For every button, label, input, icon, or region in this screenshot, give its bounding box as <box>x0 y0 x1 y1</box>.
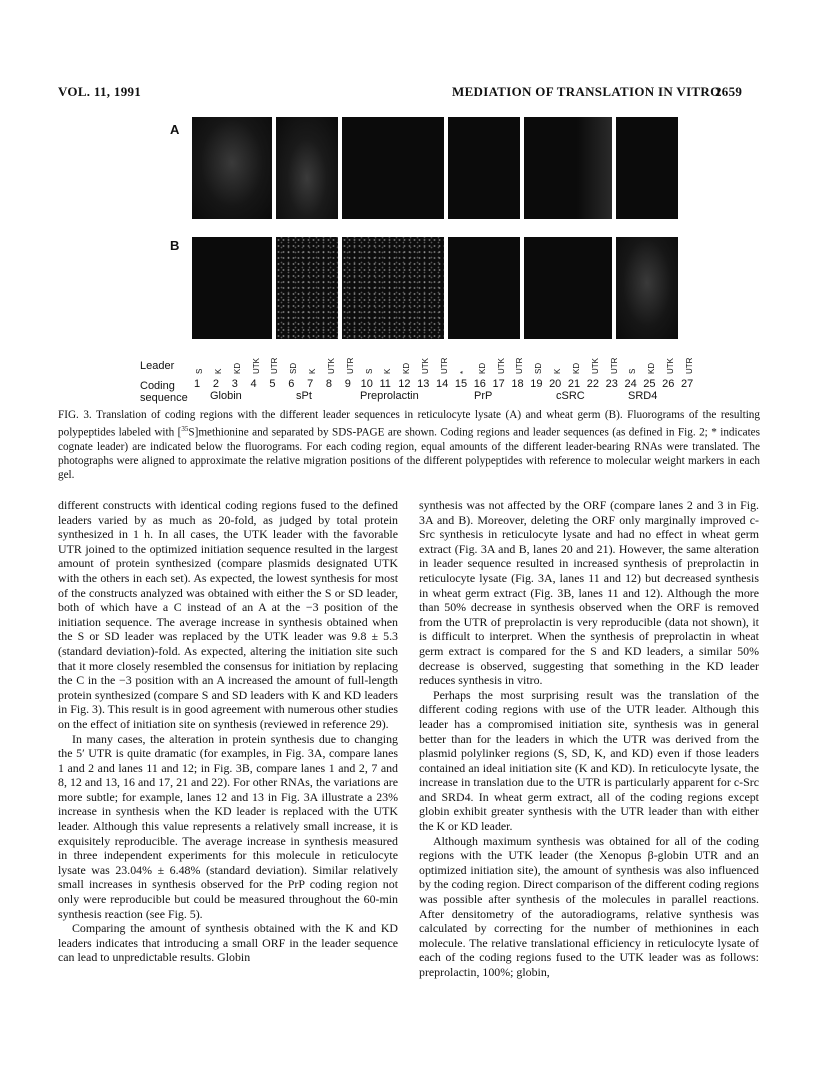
lane-leader-label: K <box>308 368 318 374</box>
coding-label-spt: sPt <box>296 390 312 402</box>
panel-a-label: A <box>170 122 180 137</box>
lane-number: 4 <box>250 378 257 390</box>
caption-superscript: 35 <box>181 425 189 433</box>
gel-b-spt <box>276 237 338 339</box>
lane-number: 8 <box>325 378 333 390</box>
lane-number: 27 <box>681 378 694 390</box>
gel-a-csrc <box>524 117 612 219</box>
page-number: 2659 <box>715 84 743 99</box>
lane-leader-label: UTK <box>326 358 336 374</box>
caption-text-1: FIG. 3. Translation of coding regions with the different leader sequences in reticulocyte lysate (A) and wheat germ (B). Fluorograms of the resulting polypeptides labeled with [ <box>58 409 760 439</box>
paragraph: Perhaps the most surprising result was the translation of the different coding regions with use of the UTR leader. Although this leader has a compromised initiation site, synthesis was in general better than for the leaders in which the UTR was derived from the plasmid polylinker regions (S, SD, K, and KD) even if those leaders contained an ideal initiation site (K and KD). In reticulocyte lysate, the increase in translation due to the UTR is particularly apparent for c-Src and SRD4. In wheat germ extract, all of the coding regions except globin exhibit greater synthesis with the UTR leader than with either the K or KD leader. <box>419 687 759 834</box>
lane-number: 20 <box>549 378 562 390</box>
lane-number: 10 <box>360 378 373 390</box>
lane-leader-label: K <box>553 368 563 374</box>
lane-leader-label: UTR <box>440 357 449 374</box>
gel-a-spt <box>276 117 338 219</box>
lane-leader-label: KD <box>571 362 581 374</box>
running-header-volume: VOL. 11, 1991 <box>58 84 142 99</box>
lane-leader-label: UTK <box>590 358 600 374</box>
lane-number: 3 <box>231 378 238 390</box>
lane-leader-label: KD <box>232 362 242 374</box>
lane-leader-label: S <box>628 368 638 374</box>
caption-text-2: S]methionine and separated by SDS-PAGE are shown. Coding regions and leader sequences (as defined in Fig. 2; * indicates cognate leader) are indicated below the fluorograms. For each coding region, equal amounts of the different leader-bearing RNAs were translated. The photographs were aligned to approximate the relative migration positions of the different polypeptides with reference to molecular weight markers in each gel. <box>58 426 760 481</box>
coding-label-csrc: cSRC <box>556 390 585 402</box>
lane-leader-label: SD <box>534 362 544 374</box>
lane-number: 18 <box>511 378 524 390</box>
lane-number: 26 <box>662 378 675 390</box>
lane-leader-label: S <box>195 368 204 374</box>
gel-b-prp <box>448 237 520 339</box>
lane-number: 13 <box>417 378 430 390</box>
lane-number: 19 <box>530 378 543 390</box>
lane-leader-label: SD <box>289 362 299 374</box>
body-column-right <box>419 498 759 980</box>
gel-b-preprolactin <box>342 237 444 339</box>
lane-leader-label: KD <box>477 362 487 374</box>
row-label-sequence: sequence <box>140 392 188 404</box>
paragraph: Although maximum synthesis was obtained for all of the coding regions with the UTK leader (the Xenopus β-globin UTR and an optimized initiation site), the amount of synthesis was also influenced by the coding region. Direct comparison of the different coding regions was possible after synthesis of the molecules in parallel reactions. After densitometry of the autoradiograms, relative synthesis was calculated by correcting for the number of methionines in each molecule. The relative translational efficiency in reticulocyte lysate of each of the coding regions fused to the UTK leader was as follows: preprolactin, 100%; globin, <box>419 833 759 979</box>
gel-a-preprolactin <box>342 117 444 219</box>
lane-leader-label: UTK <box>251 358 261 374</box>
lane-leader-label: KD <box>402 362 412 374</box>
lane-leader-label: K <box>383 368 393 374</box>
lane-number: 2 <box>212 378 219 390</box>
lane-number: 14 <box>436 378 449 390</box>
lane-number: 21 <box>567 378 581 390</box>
lane-number: 7 <box>307 378 314 390</box>
lane-number: 16 <box>473 378 486 390</box>
lane-leader-label: UTK <box>421 358 431 374</box>
lane-leader-label: KD <box>647 362 657 374</box>
coding-label-globin: Globin <box>210 390 242 402</box>
gel-a-globin <box>192 117 272 219</box>
paragraph: synthesis was not affected by the ORF (compare lanes 2 and 3 in Fig. 3A and B). Moreover, deleting the ORF only marginally improved c-Src synthesis in reticulocyte lysate and had no effect in wheat germ extract (Fig. 3A and B, lanes 20 and 21). However, the same alteration in leader sequence resulted in increased synthesis of preprolactin in reticulocyte lysate (Fig. 3A, lanes 11 and 12) but decreased synthesis in wheat germ extract (Fig. 3B, lanes 11 and 12). Although the more than 50% decrease in synthesis observed when the ORF is removed from the UTR of preprolactin is very reproducible (data not shown), it is difficult to interpret. When the synthesis of preprolactin in wheat germ extract is compared for the S and KD leaders, a similar 50% decrease is observed, suggesting that something in the KD leader reduces synthesis in vitro. <box>419 498 759 688</box>
gel-b-srd4 <box>616 237 678 339</box>
paragraph: Comparing the amount of synthesis obtained with the K and KD leaders indicates that introducing a small ORF in the leader sequence can lead to unpredictable results. Globin <box>58 921 398 965</box>
panel-b-label: B <box>170 238 180 253</box>
lane-leader-label: UTR <box>345 357 355 374</box>
gel-b-csrc <box>524 237 612 339</box>
row-label-coding: Coding <box>140 380 175 392</box>
lane-number: 22 <box>586 378 600 390</box>
lane-number: 5 <box>269 378 276 390</box>
lane-leader-label: UTR <box>270 357 280 374</box>
gel-a-prp <box>448 117 520 219</box>
lane-leader-label: UTK <box>666 358 676 374</box>
paragraph: different constructs with identical coding regions fused to the defined leaders varied by as much as 20-fold, as judged by total protein synthesized in 1 h. In all cases, the UTK leader with the favorable UTR joined to the optimized initiation sequence resulted in the largest amount of protein synthesized (compare plasmids designated UTK with the others in each set). As expected, the lowest synthesis for most of the constructs analyzed was obtained with either the S or SD leader, both of which have a C instead of an A at the −3 position of the initiation sequence. The average increase in synthesis obtained when the S or SD leader was replaced by the UTK leader was 9.8 ± 5.3 (standard deviation)-fold. As expected, altering the initiation site such that it more closely resembled the consensus for initiation by replacing the C in the −3 position with an A increased the amount of full-length protein synthesized (compare S and SD leaders with K and KD leaders in Fig. 3). This result is in good agreement with numerous other studies on the effect of initiation site on synthesis (reviewed in reference 29). <box>58 498 398 731</box>
lane-number: 11 <box>379 378 391 390</box>
lane-number: 15 <box>454 378 468 390</box>
lane-number: 9 <box>344 378 351 390</box>
lane-leader-label: K <box>213 368 223 374</box>
lane-number: 25 <box>643 378 656 390</box>
coding-label-preprolactin: Preprolactin <box>360 390 419 402</box>
lane-leader-label: UTK <box>496 358 506 374</box>
lane-number: 23 <box>605 378 618 390</box>
gel-b-globin <box>192 237 272 339</box>
lane-number: 12 <box>398 378 411 390</box>
gel-a-srd4 <box>616 117 678 219</box>
lane-number: 6 <box>288 378 295 390</box>
lane-leader-label: UTR <box>685 357 694 374</box>
paragraph: In many cases, the alteration in protein synthesis due to changing the 5′ UTR is quite dramatic (for examples, in Fig. 3A, compare lanes 1 and 2 and lanes 11 and 12; in Fig. 3B, compare lanes 1 and 2, 7 and 8, 12 and 13, 16 and 17, 21 and 22). For other RNAs, the variations are more subtle; for example, lanes 12 and 13 in Fig. 3A illustrate a 23% increase in synthesis when the KD leader is replaced with the UTK leader. Although this value represents a relatively small increase, it is exquisitely reproducible. The average increase in synthesis measured in three independent experiments for this molecule in reticulocyte lysate was 23.04% ± 6.48% (standard deviation). Similar relatively small increases in synthesis observed for the PrP coding region not only were reproducible but could be measured throughout the 60-min synthesis reaction (see Fig. 5). <box>58 731 398 921</box>
figure-caption <box>58 408 760 482</box>
running-header-title: MEDIATION OF TRANSLATION IN VITRO <box>452 84 721 99</box>
lane-number: 17 <box>492 378 505 390</box>
coding-label-srd4: SRD4 <box>628 390 658 402</box>
lane-leader-label: UTR <box>515 357 525 374</box>
lane-leader-label: UTR <box>609 357 619 374</box>
body-column-left <box>58 498 398 965</box>
lane-leader-label: * <box>458 370 468 374</box>
lane-number: 1 <box>194 378 201 390</box>
lane-leader-label: S <box>364 368 374 374</box>
coding-label-prp: PrP <box>474 390 493 402</box>
lane-number: 24 <box>624 378 637 390</box>
row-label-leader: Leader <box>140 360 175 372</box>
